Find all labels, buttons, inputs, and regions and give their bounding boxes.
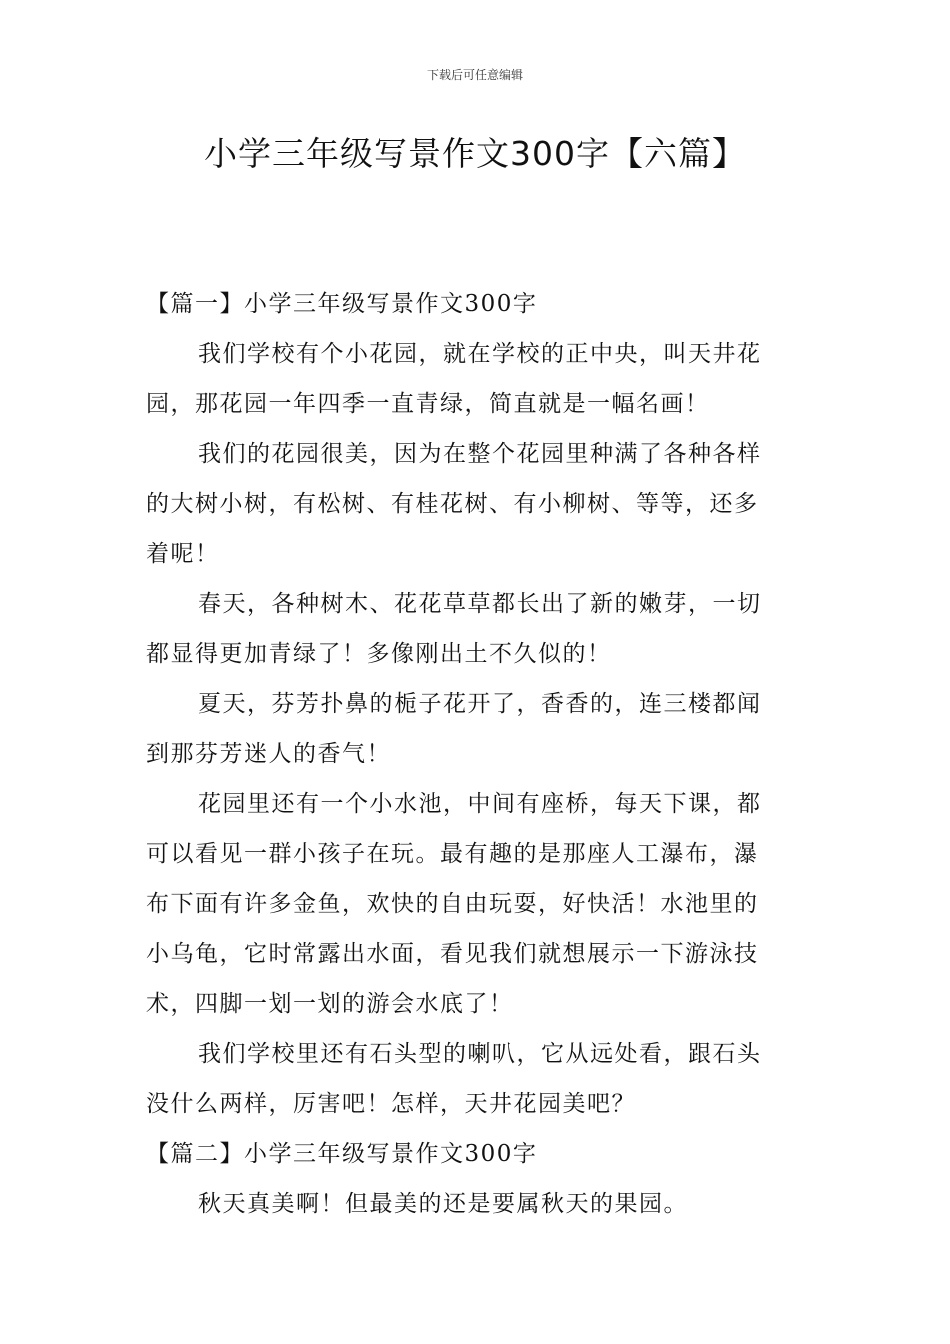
paragraph-line: 术，四脚一划一划的游会水底了！ [146,991,514,1017]
paragraph-line: 的大树小树，有松树、有桂花树、有小柳树、等等，还多 [146,491,759,517]
section-heading-1: 【篇一】小学三年级写景作文300字 [146,291,538,317]
paragraph-line: 我们学校有个小花园，就在学校的正中央，叫天井花 [198,341,762,367]
paragraph-line: 我们的花园很美，因为在整个花园里种满了各种各样 [198,441,762,467]
paragraph-line: 都显得更加青绿了！多像刚出土不久似的！ [146,641,612,667]
paragraph-line: 花园里还有一个小水池，中间有座桥，每天下课，都 [198,791,762,817]
paragraph-line: 园，那花园一年四季一直青绿，简直就是一幅名画！ [146,391,710,417]
header-note: 下载后可任意编辑 [426,68,523,82]
paragraph-line: 布下面有许多金鱼，欢快的自由玩耍，好快活！水池里的 [146,891,759,917]
paragraph-line: 春天，各种树木、花花草草都长出了新的嫩芽，一切 [198,591,762,617]
paragraph-line: 我们学校里还有石头型的喇叭，它从远处看，跟石头 [198,1041,762,1067]
paragraph-line: 秋天真美啊！但最美的还是要属秋天的果园。 [198,1191,688,1217]
paragraph-line: 夏天，芬芳扑鼻的栀子花开了，香香的，连三楼都闻 [198,691,762,717]
document-body [146,279,806,1229]
paragraph-line: 着呢！ [146,541,220,567]
paragraph-line: 可以看见一群小孩子在玩。最有趣的是那座人工瀑布，瀑 [146,841,759,867]
document-title: 小学三年级写景作文300字【六篇】 [204,134,746,173]
section-heading-2: 【篇二】小学三年级写景作文300字 [146,1141,538,1167]
paragraph-line: 小乌龟，它时常露出水面，看见我们就想展示一下游泳技 [146,941,759,967]
paragraph-line: 到那芬芳迷人的香气！ [146,741,391,767]
paragraph-line: 没什么两样，厉害吧！怎样，天井花园美吧？ [146,1091,636,1117]
